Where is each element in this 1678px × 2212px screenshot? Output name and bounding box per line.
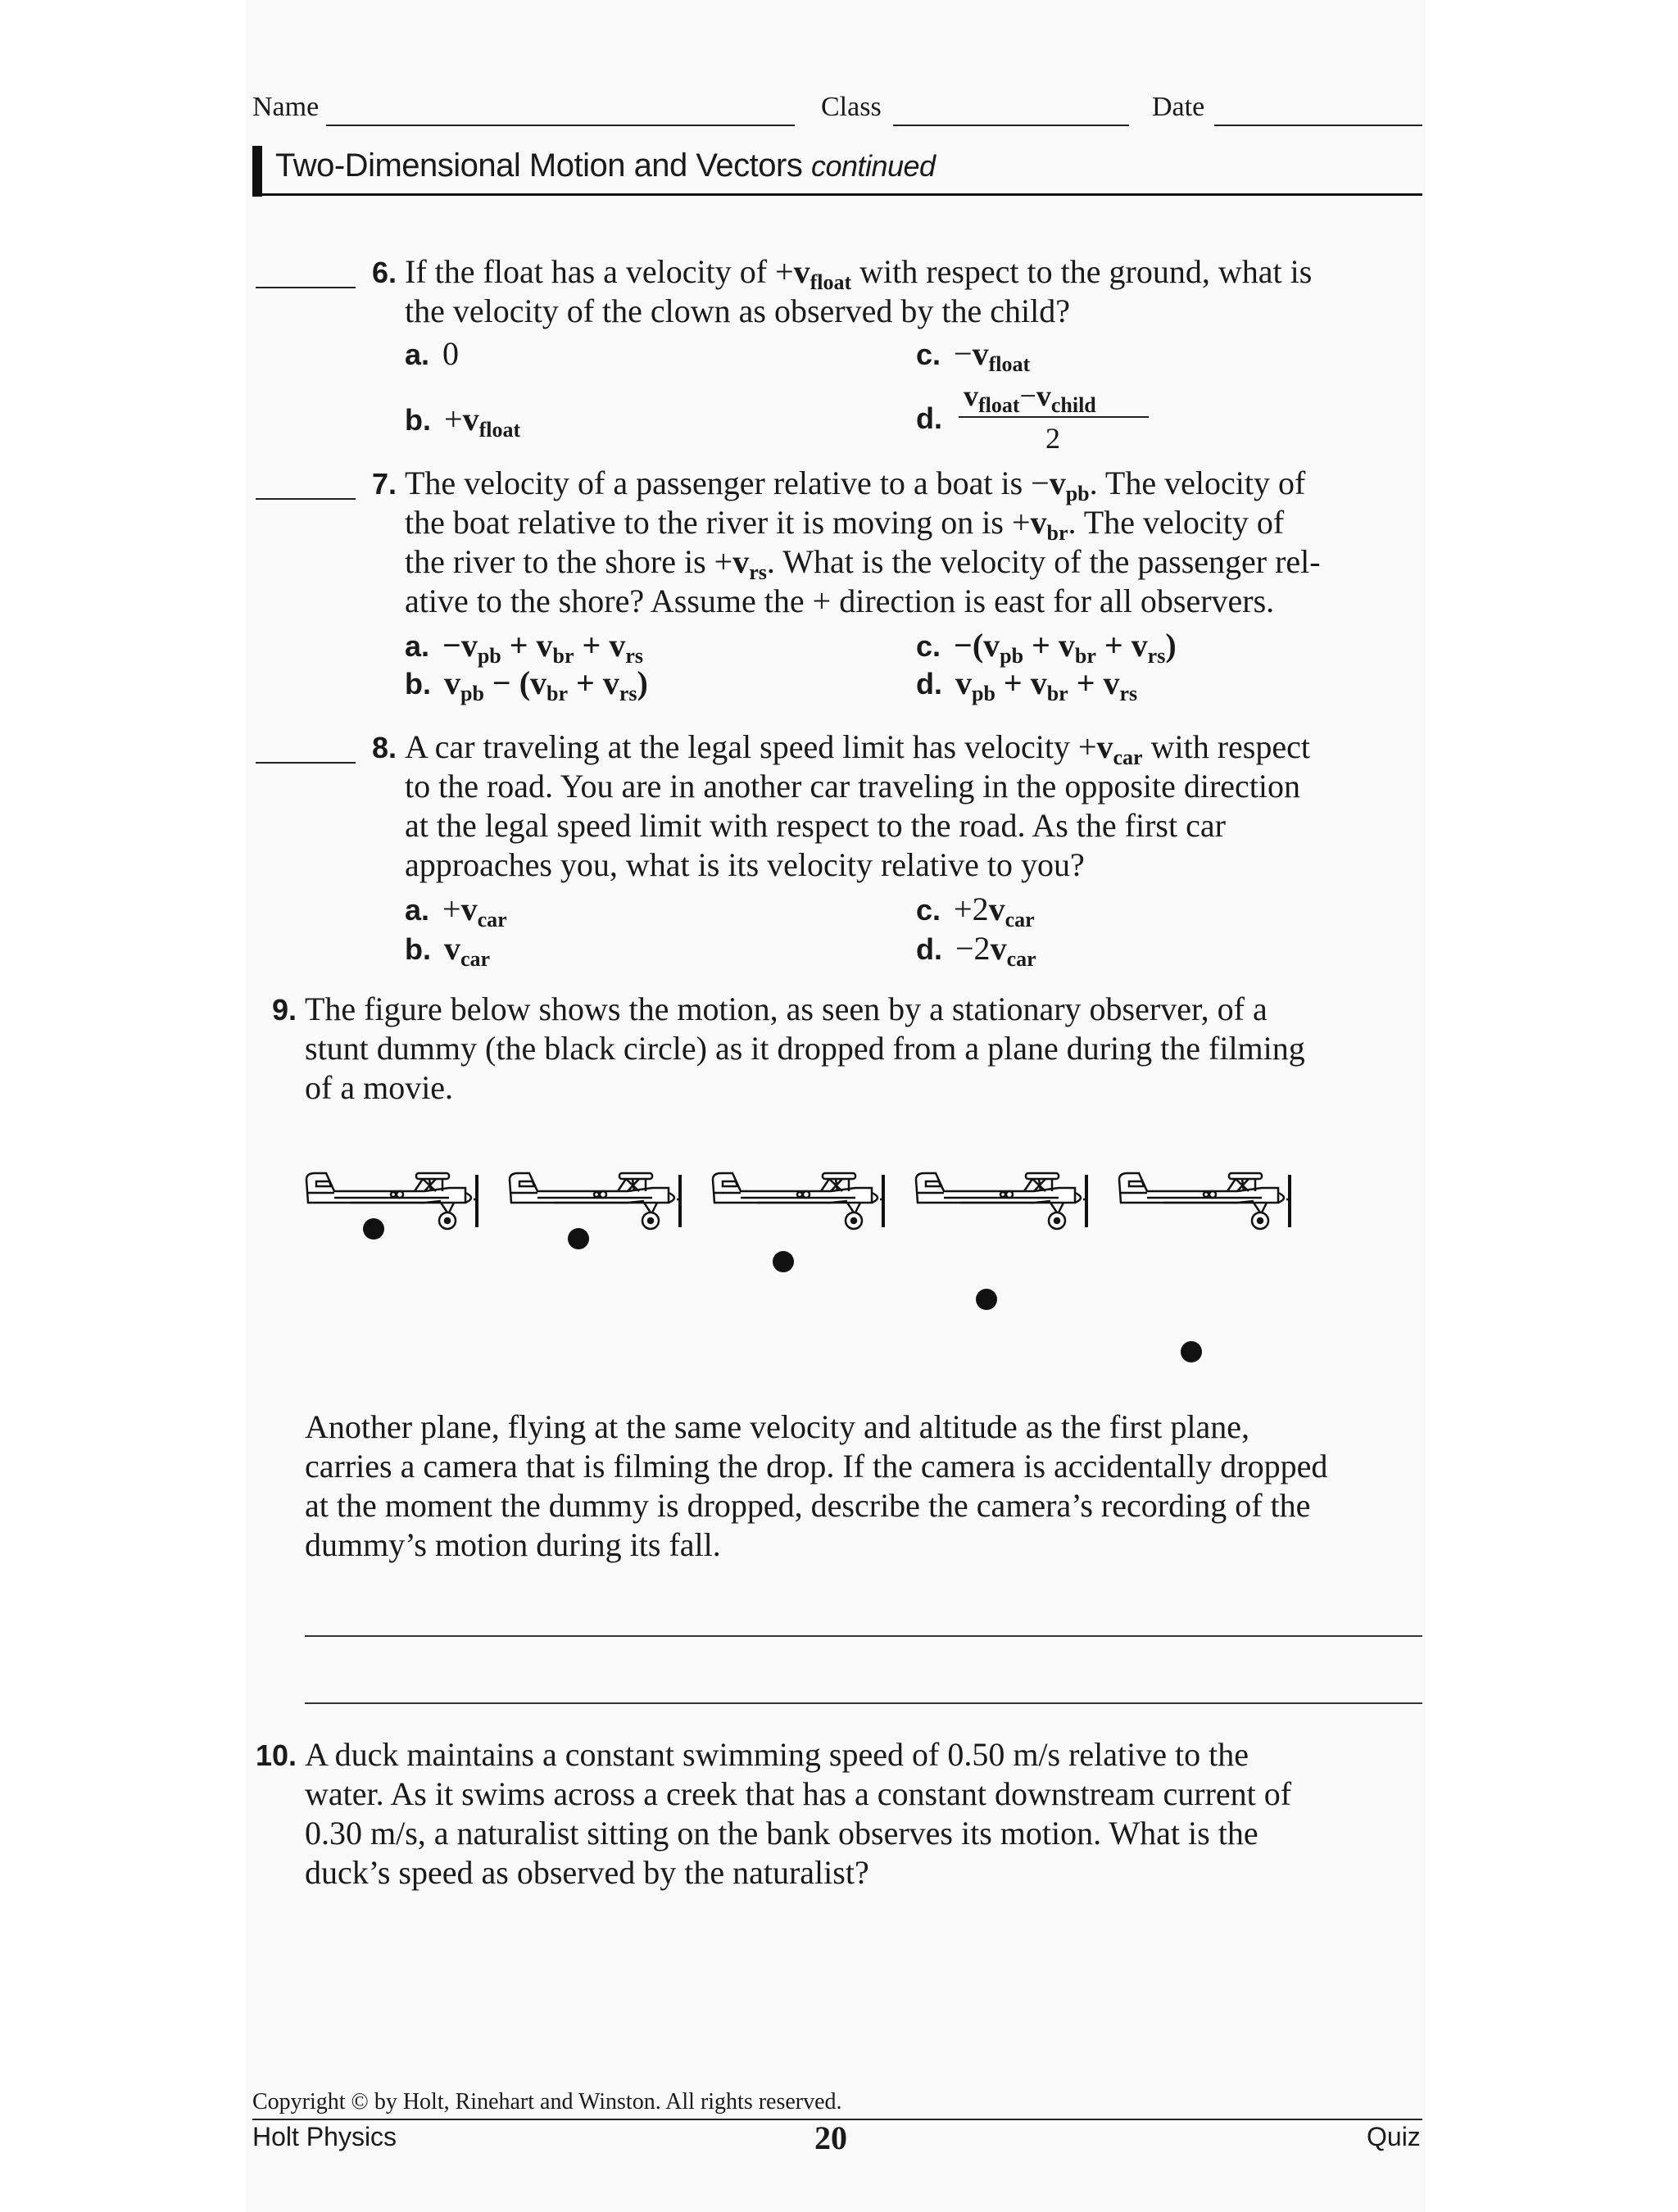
name-label: Name bbox=[252, 92, 320, 122]
plane-5 bbox=[1119, 1173, 1290, 1229]
q8-stem-line1: A car traveling at the legal speed limit has velocity $+v_{car}$ with respect bbox=[405, 728, 1310, 769]
q6-option-d-numerator: $v_{float}-v_{child}$ bbox=[964, 379, 1096, 417]
q9-stem-line1: The figure below shows the motion, as seen by a stationary observer, of a bbox=[305, 990, 1268, 1027]
q6-stem-line1: If the float has a velocity of $+v_{float}$ with respect to the ground, what is bbox=[405, 253, 1313, 294]
class-label: Class bbox=[821, 92, 882, 122]
q10-stem-line4: duck’s speed as observed by the naturalist? bbox=[305, 1854, 869, 1891]
dummy-position-3 bbox=[773, 1251, 794, 1272]
q7-option-d: d. $v_{pb} + v_{br} + v_{rs}$ bbox=[916, 664, 1138, 705]
q8-stem-line3: at the legal speed limit with respect to the road. As the first car bbox=[405, 807, 1226, 844]
q7-option-c: c. $-(v_{pb} + v_{br} + v_{rs})$ bbox=[916, 627, 1177, 668]
q7-stem-line4: ative to the shore? Assume the + direction is east for all observers. bbox=[405, 582, 1275, 619]
q6-option-d-label: d. bbox=[916, 401, 942, 435]
date-field[interactable] bbox=[1214, 125, 1422, 126]
title-accent-bar bbox=[252, 146, 262, 197]
q9-para-line2: carries a camera that is filming the drop. If the camera is accidentally dropped bbox=[305, 1448, 1328, 1484]
title-rule bbox=[252, 193, 1422, 196]
q6-number: 6. bbox=[371, 256, 397, 289]
footer-book-title: Holt Physics bbox=[252, 2122, 397, 2151]
q9-answer-line-1[interactable] bbox=[305, 1635, 1422, 1637]
page-number: 20 bbox=[814, 2119, 847, 2156]
q7-stem-line3: the river to the shore is $+v_{rs}$. What is the velocity of the passenger rel- bbox=[405, 543, 1321, 584]
plane-1 bbox=[306, 1173, 477, 1229]
q9-para-line3: at the moment the dummy is dropped, describe the camera’s recording of the bbox=[305, 1487, 1311, 1524]
q9-para-line4: dummy’s motion during its fall. bbox=[305, 1526, 721, 1563]
q10-number: 10. bbox=[255, 1738, 297, 1772]
q8-option-c: c. $+2v_{car}$ bbox=[916, 891, 1035, 931]
q7-answer-blank[interactable] bbox=[256, 498, 356, 500]
title-main: Two-Dimensional Motion and Vectors bbox=[275, 147, 803, 184]
q7-option-b: b. $v_{pb} - (v_{br} + v_{rs})$ bbox=[405, 664, 648, 705]
q8-option-a: a. $+v_{car}$ bbox=[405, 891, 507, 931]
section-title bbox=[275, 147, 936, 184]
dummy-position-1 bbox=[363, 1218, 384, 1240]
q8-option-b: b. $v_{car}$ bbox=[405, 930, 491, 971]
q9-para-line1: Another plane, flying at the same velocity and altitude as the first plane, bbox=[305, 1408, 1249, 1445]
q6-option-d-denominator: 2 bbox=[1045, 422, 1060, 455]
q8-stem-line4: approaches you, what is its velocity relative to you? bbox=[405, 846, 1085, 883]
q9-answer-line-2[interactable] bbox=[305, 1702, 1422, 1704]
q9-stem-line2: stunt dummy (the black circle) as it dropped from a plane during the filming bbox=[305, 1030, 1305, 1067]
q6-option-d-fraction-bar bbox=[959, 416, 1149, 418]
q6-stem-line2: the velocity of the clown as observed by the child? bbox=[405, 292, 1070, 329]
q8-number: 8. bbox=[371, 731, 397, 764]
copyright: Copyright © by Holt, Rinehart and Winston. All rights reserved. bbox=[252, 2089, 842, 2115]
title-continued: continued bbox=[810, 149, 936, 183]
q8-option-d: d. $-2v_{car}$ bbox=[916, 930, 1036, 971]
q9-number: 9. bbox=[271, 993, 297, 1027]
q7-option-a: a. $-v_{pb} + v_{br} + v_{rs}$ bbox=[405, 627, 644, 668]
q8-answer-blank[interactable] bbox=[256, 762, 356, 764]
date-label: Date bbox=[1152, 92, 1205, 122]
q7-stem-line1: The velocity of a passenger relative to a boat is $-v_{pb}$. The velocity of bbox=[405, 465, 1306, 505]
q10-stem-line3: 0.30 m/s, a naturalist sitting on the bank observes its motion. What is the bbox=[305, 1815, 1258, 1852]
class-field[interactable] bbox=[893, 125, 1129, 126]
q7-stem-line2: the boat relative to the river it is moving on is $+v_{br}$. The velocity of bbox=[405, 504, 1285, 545]
q6-option-b: b. $+v_{float}$ bbox=[405, 401, 521, 442]
name-field[interactable] bbox=[326, 125, 795, 126]
dummy-position-2 bbox=[568, 1228, 589, 1249]
q10-stem-line2: water. As it swims across a creek that has a constant downstream current of bbox=[305, 1775, 1292, 1812]
plane-2 bbox=[510, 1173, 680, 1229]
plane-4 bbox=[916, 1173, 1086, 1229]
q10-stem-line1: A duck maintains a constant swimming speed of 0.50 m/s relative to the bbox=[305, 1736, 1249, 1773]
q9-stem-line3: of a movie. bbox=[305, 1069, 454, 1106]
q6-option-a: a. 0 bbox=[405, 335, 460, 372]
plane-drop-figure bbox=[302, 1163, 1317, 1376]
footer-quiz: Quiz bbox=[1367, 2122, 1421, 2151]
q6-answer-blank[interactable] bbox=[256, 287, 356, 288]
dummy-position-5 bbox=[1181, 1341, 1202, 1362]
q6-option-c: c. $-v_{float}$ bbox=[916, 335, 1031, 376]
q8-stem-line2: to the road. You are in another car traveling in the opposite direction bbox=[405, 768, 1301, 805]
dummy-position-4 bbox=[976, 1289, 997, 1310]
q7-number: 7. bbox=[371, 467, 397, 501]
plane-3 bbox=[713, 1173, 883, 1229]
